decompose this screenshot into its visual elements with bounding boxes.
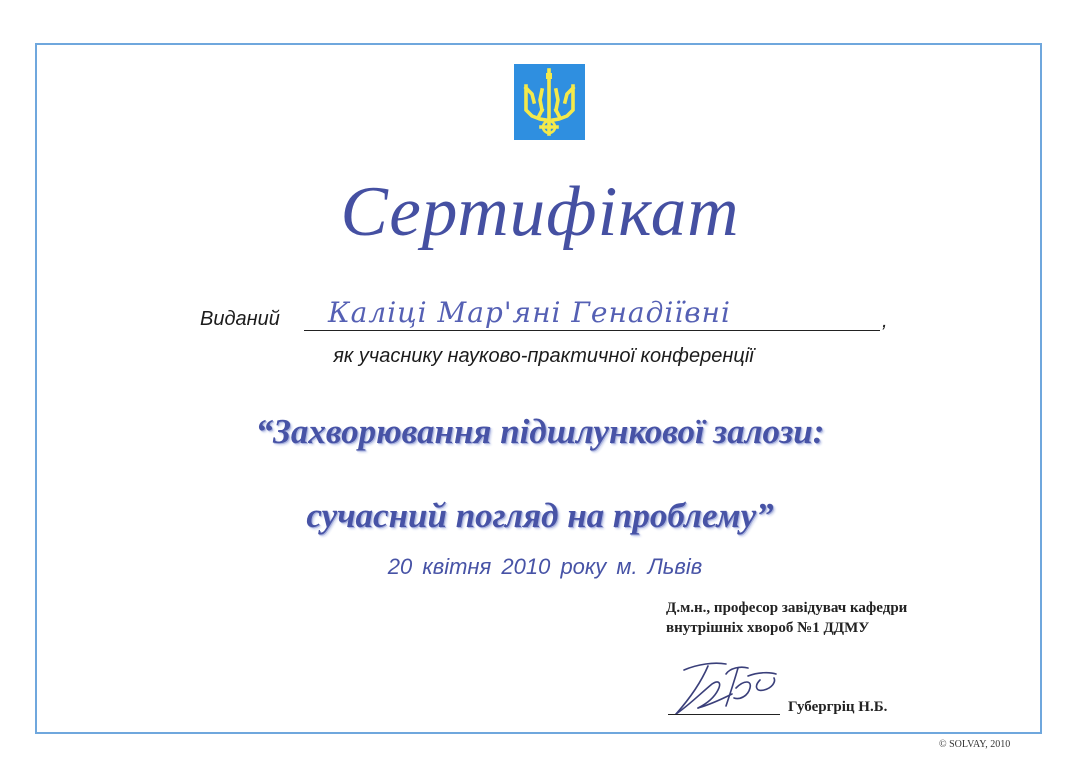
- trident-emblem-icon: [514, 64, 585, 140]
- conference-title-line1: “Захворювання підшлункової залози:: [255, 412, 825, 451]
- signature-icon: [668, 654, 792, 720]
- issued-label: Виданий: [200, 308, 280, 330]
- date-place: 20 квітня 2010 року м. Львів: [387, 554, 703, 579]
- certificate-title: Сертифікат: [340, 173, 740, 251]
- conference-title-line2: сучасний погляд на проблему”: [306, 496, 774, 535]
- signature-underline: [668, 714, 780, 715]
- signatory-title-line2: внутрішніх хвороб №1 ДДМУ: [666, 620, 870, 636]
- copyright-text: © SOLVAY, 2010: [939, 739, 1011, 750]
- recipient-underline: [304, 330, 880, 331]
- issued-comma: ,: [882, 310, 888, 332]
- signatory-title-line1: Д.м.н., професор завідувач кафедри: [666, 600, 908, 616]
- recipient-name: Каліці Мар'яні Генадіївні: [328, 296, 731, 329]
- signatory-name: Губергріц Н.Б.: [788, 699, 888, 715]
- trident-svg: [514, 64, 585, 140]
- signatory-title: [666, 598, 907, 638]
- participant-text: як учаснику науково-практичної конференції: [333, 345, 754, 367]
